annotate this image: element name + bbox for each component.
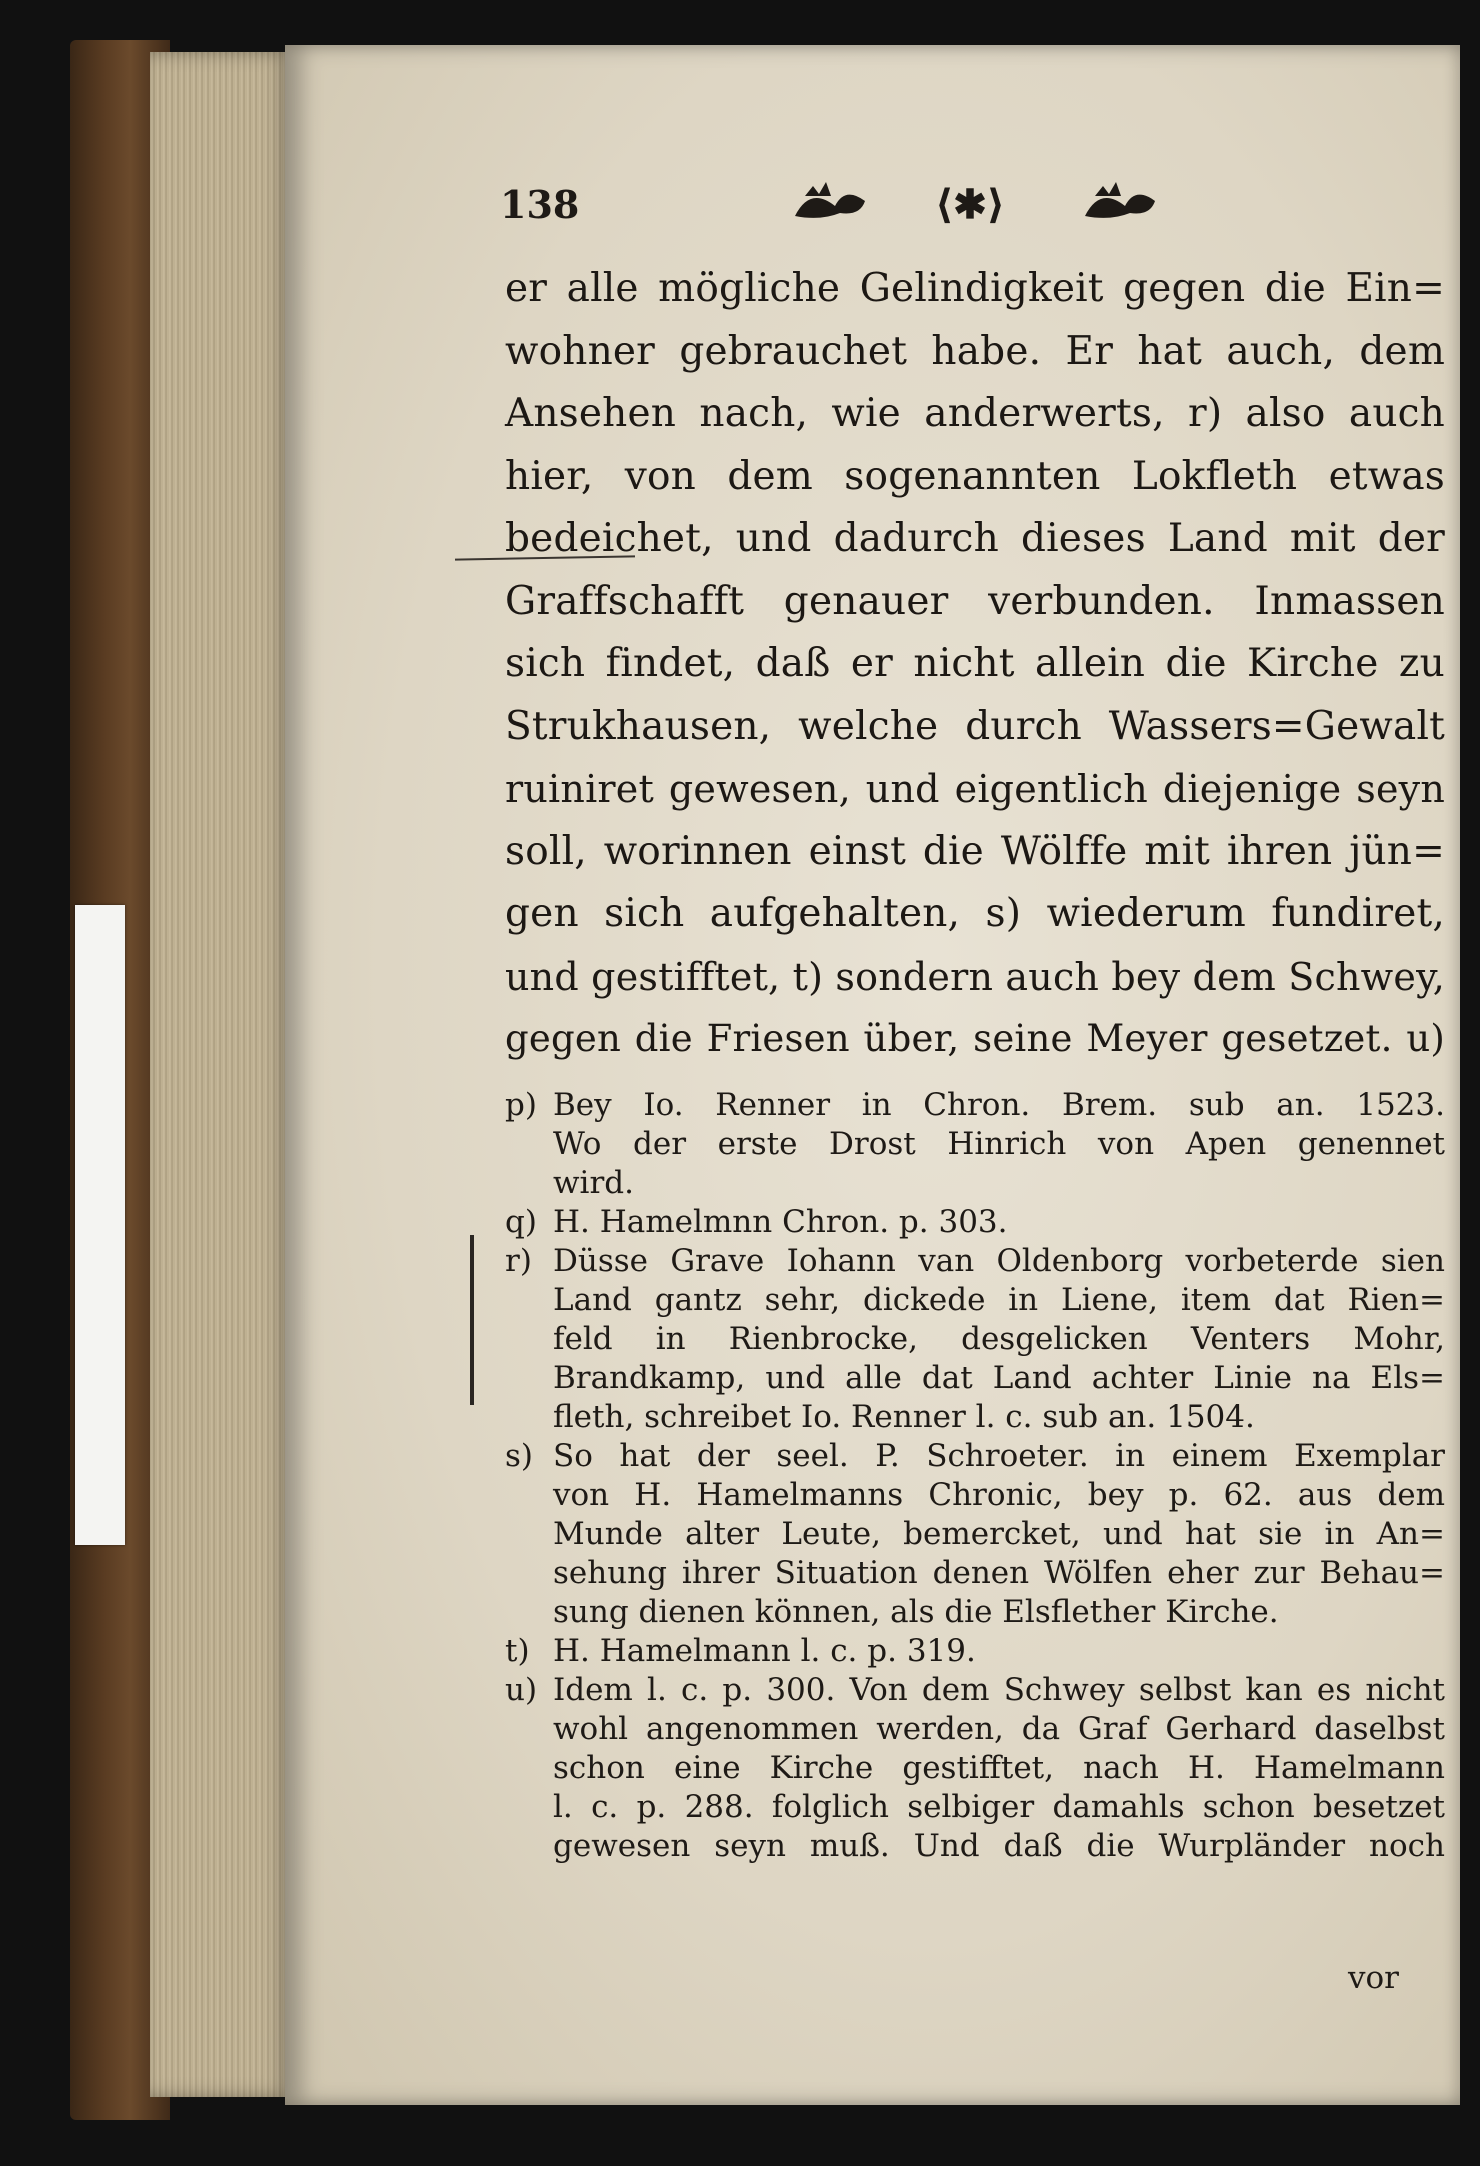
footnote-line	[505, 1242, 1445, 1281]
body-line: hier, von dem sogenannten Lokfleth etwas	[505, 453, 1445, 499]
body-line: er alle mögliche Gelindigkeit gegen die Ein=	[505, 266, 1445, 311]
page-number: 138	[500, 182, 580, 227]
footnote-mark: p)	[505, 1087, 537, 1123]
footnote-line	[505, 1203, 1445, 1242]
footnote-text: H. Hamelmann l. c. p. 319.	[553, 1633, 976, 1669]
footnote-line: wird.	[553, 1165, 634, 1201]
footnote-line: Land gantz sehr, dickede in Liene, item dat Rien=	[553, 1282, 1445, 1318]
body-line: Ansehen nach, wie anderwerts, r) also auch	[505, 391, 1445, 436]
catchword: vor	[1348, 1960, 1399, 1996]
body-line: Strukhausen, welche durch Wassers=Gewalt	[505, 703, 1445, 749]
footnote-u	[505, 1671, 1445, 1866]
footnote-line: sung dienen können, als die Elsflether Kirche.	[553, 1594, 1279, 1630]
footnotes	[505, 1086, 1445, 1866]
footnote-line: von H. Hamelmanns Chronic, bey p. 62. aus dem	[553, 1477, 1445, 1513]
body-line: gegen die Friesen über, seine Meyer gesetzet. u)	[505, 1017, 1445, 1060]
margin-bracket-mark	[470, 1235, 474, 1405]
footnote-text: Düsse Grave Iohann van Oldenborg vorbeterde sien	[553, 1243, 1445, 1279]
svg-text:⟨✱⟩: ⟨✱⟩	[935, 181, 1006, 228]
body-line: und gestifftet, t) sondern auch bey dem Schwey,	[505, 954, 1445, 999]
body-line: ruiniret gewesen, und eigentlich diejenige seyn	[505, 767, 1445, 811]
footnote-line: schon eine Kirche gestifftet, nach H. Hamelmann	[553, 1750, 1445, 1786]
body-line: sich findet, daß er nicht allein die Kirche zu	[505, 641, 1445, 686]
footnote-line	[505, 1632, 1445, 1671]
footnote-s	[505, 1437, 1445, 1632]
footnote-t	[505, 1632, 1445, 1671]
footnote-mark: s)	[505, 1438, 534, 1474]
footnote-mark: t)	[505, 1633, 530, 1669]
footnote-line: feld in Rienbrocke, desgelicken Venters Mohr,	[553, 1321, 1445, 1357]
body-line: soll, worinnen einst die Wölffe mit ihren jün=	[505, 828, 1445, 874]
ornament-icon	[785, 176, 1185, 232]
footnote-line: Brandkamp, und alle dat Land achter Linie na Els=	[553, 1360, 1445, 1396]
footnote-line	[505, 1437, 1445, 1476]
calibration-strip	[75, 905, 125, 1545]
body-line: bedeichet, und dadurch dieses Land mit der	[505, 516, 1445, 561]
body-text	[505, 258, 1445, 1071]
footnote-p	[505, 1086, 1445, 1203]
footnote-line: gewesen seyn muß. Und daß die Wurpländer noch	[553, 1828, 1445, 1864]
footnote-text: H. Hamelmnn Chron. p. 303.	[553, 1204, 1008, 1240]
footnote-r	[505, 1242, 1445, 1437]
footnote-line: sehung ihrer Situation denen Wölfen eher zur Behau=	[553, 1555, 1445, 1591]
page-stack-edges	[150, 52, 290, 2097]
footnote-mark: q)	[505, 1204, 537, 1240]
footnote-line: l. c. p. 288. folglich selbiger damahls schon besetzet	[553, 1789, 1445, 1825]
page-header	[500, 182, 1200, 232]
footnote-text: Idem l. c. p. 300. Von dem Schwey selbst kan es nicht	[553, 1672, 1445, 1708]
footnote-line: wohl angenommen werden, da Graf Gerhard daselbst	[553, 1711, 1445, 1747]
footnote-line	[505, 1671, 1445, 1710]
footnote-text: Bey Io. Renner in Chron. Brem. sub an. 1523.	[553, 1087, 1445, 1123]
body-line: gen sich aufgehalten, s) wiederum fundiret,	[505, 891, 1445, 936]
footnote-line	[505, 1086, 1445, 1125]
footnote-mark: r)	[505, 1243, 532, 1279]
footnote-line: Wo der erste Drost Hinrich von Apen genennet	[553, 1126, 1445, 1162]
body-line: Graffschafft genauer verbunden. Inmassen	[505, 578, 1445, 624]
footnote-q	[505, 1203, 1445, 1242]
footnote-line: Munde alter Leute, bemercket, und hat sie in An=	[553, 1516, 1445, 1552]
footnote-text: So hat der seel. P. Schroeter. in einem Exemplar	[553, 1438, 1445, 1474]
body-line: wohner gebrauchet habe. Er hat auch, dem	[505, 328, 1445, 374]
footnote-line: fleth, schreibet Io. Renner l. c. sub an. 1504.	[553, 1399, 1255, 1435]
footnote-mark: u)	[505, 1672, 538, 1708]
